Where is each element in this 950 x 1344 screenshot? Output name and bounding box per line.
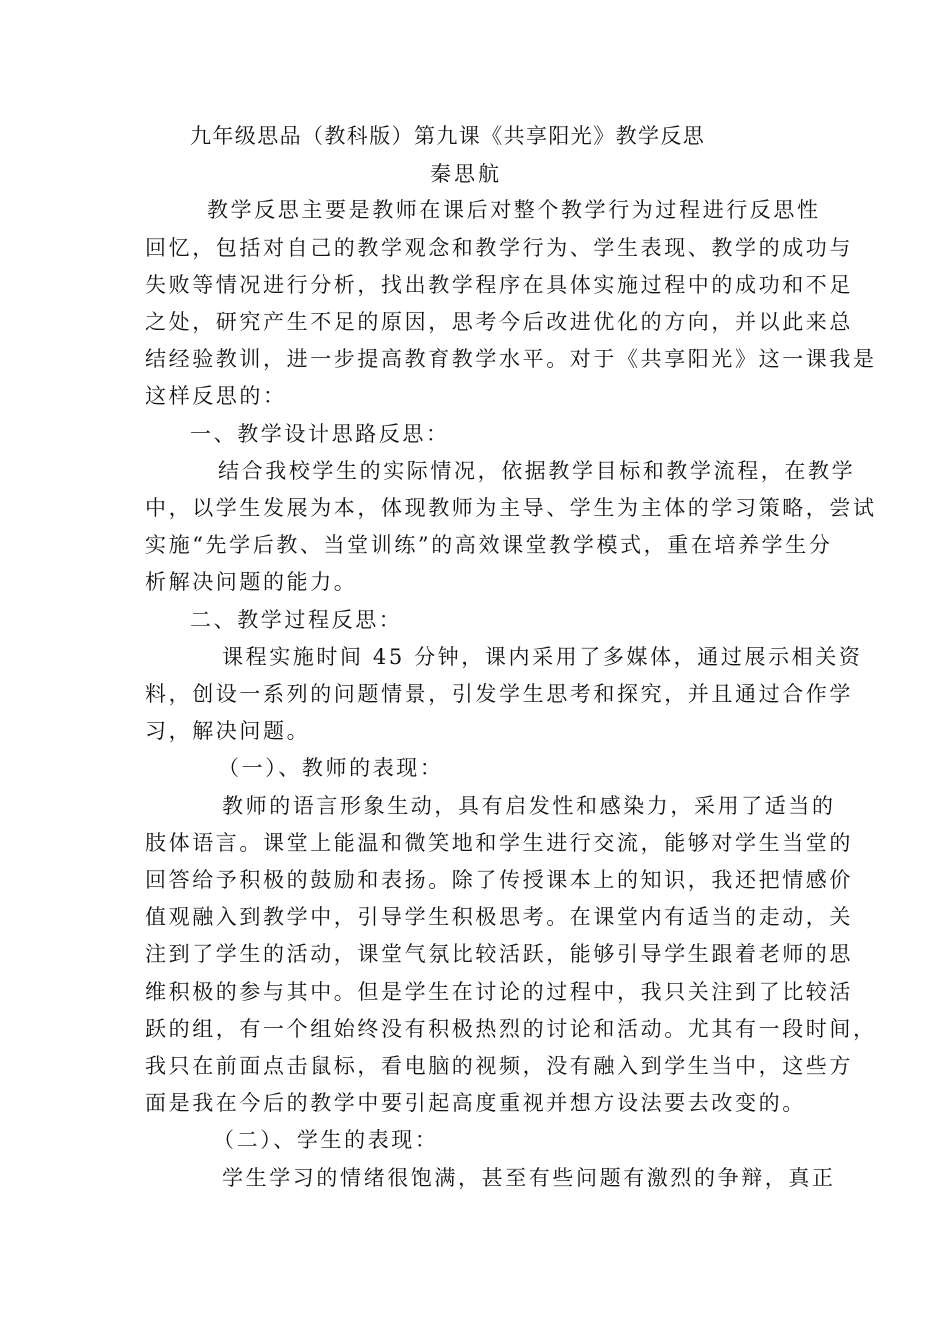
paragraph-line: 学生学习的情绪很饱满，甚至有些问题有激烈的争辩，真正	[222, 1166, 836, 1190]
subsection-heading: （一）、教师的表现：	[218, 756, 444, 780]
paragraph-line: 料，创设一系列的问题情景，引发学生思考和探究，并且通过合作学	[145, 682, 853, 706]
section-heading: 一、教学设计思路反思：	[190, 422, 450, 446]
paragraph-line: 我只在前面点击鼠标，看电脑的视频，没有融入到学生当中，这些方	[145, 1054, 853, 1078]
paragraph-line: 教学反思主要是教师在课后对整个教学行为过程进行反思性	[207, 198, 821, 222]
paragraph-line: 回答给予积极的鼓励和表扬。除了传授课本上的知识，我还把情感价	[145, 868, 853, 892]
paragraph-line: 课程实施时间 45 分钟，课内采用了多媒体，通过展示相关资	[222, 645, 863, 669]
paragraph-line: 教师的语言形象生动，具有启发性和感染力，采用了适当的	[222, 794, 836, 818]
paragraph-line: 失败等情况进行分析，找出教学程序在具体实施过程中的成功和不足	[145, 273, 853, 297]
paragraph-line: 跃的组，有一个组始终没有积极热烈的讨论和活动。尤其有一段时间，	[145, 1017, 877, 1041]
paragraph-line: 实施“先学后教、当堂训练”的高效课堂教学模式，重在培养学生分	[145, 533, 833, 557]
paragraph-line: 注到了学生的活动，课堂气氛比较活跃，能够引导学生跟着老师的思	[145, 942, 853, 966]
paragraph-line: 面是我在今后的教学中要引起高度重视并想方设法要去改变的。	[145, 1091, 806, 1115]
section-heading: 二、教学过程反思：	[190, 608, 403, 632]
paragraph-line: 维积极的参与其中。但是学生在讨论的过程中，我只关注到了比较活	[145, 980, 853, 1004]
paragraph-line: 之处，研究产生不足的原因，思考今后改进优化的方向，并以此来总	[145, 310, 853, 334]
paragraph-line: 结经验教训，进一步提高教育教学水平。对于《共享阳光》这一课我是	[145, 347, 877, 371]
paragraph-line: 中，以学生发展为本，体现教师为主导、学生为主体的学习策略，尝试	[145, 496, 877, 520]
paragraph-line: 这样反思的：	[145, 384, 287, 408]
subsection-heading: （二）、学生的表现：	[213, 1128, 439, 1152]
document-author: 秦思航	[430, 162, 502, 186]
paragraph-line: 回忆，包括对自己的教学观念和教学行为、学生表现、教学的成功与	[145, 236, 853, 260]
paragraph-line: 结合我校学生的实际情况，依据教学目标和教学流程，在教学	[218, 459, 856, 483]
paragraph-line: 习，解决问题。	[145, 719, 311, 743]
paragraph-line: 析解决问题的能力。	[145, 570, 358, 594]
paragraph-line: 肢体语言。课堂上能温和微笑地和学生进行交流，能够对学生当堂的	[145, 831, 853, 855]
document-title: 九年级思品（教科版）第九课《共享阳光》教学反思	[190, 124, 706, 148]
paragraph-line: 值观融入到教学中，引导学生积极思考。在课堂内有适当的走动，关	[145, 905, 853, 929]
